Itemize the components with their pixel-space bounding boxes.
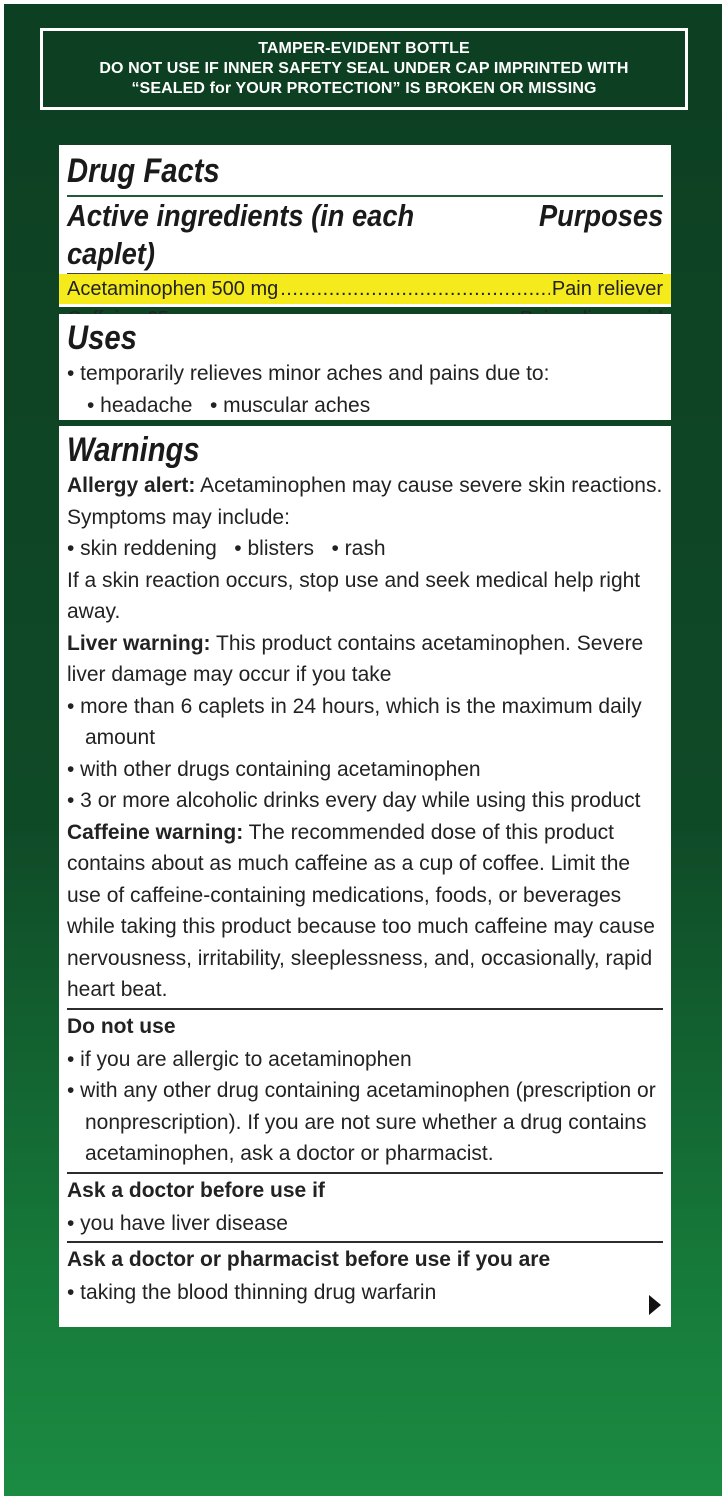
liver-item: • with other drugs containing acetaminophen [67,757,481,781]
uses-bullet: • temporarily relieves minor aches and pains due to: [67,362,550,385]
ingredient-row-acetaminophen [59,274,671,304]
liver-warning-label: Liver warning: [67,631,211,655]
tamper-line-3: “SEALED for YOUR PROTECTION” IS BROKEN OR MISSING [131,80,597,97]
purposes-heading: Purposes [538,198,663,233]
caffeine-warning [67,817,663,1006]
active-ingredients-header [67,197,663,273]
drug-facts-panel [59,145,671,307]
warnings-panel [59,426,671,1327]
caffeine-warning-text: The recommended dose of this product contains about as much caffeine as a cup of coffee. Limit the use of caffeine-containing medications, foods, or beverages while taking this product because too much caffeine may cause nervousness, irritability, sleeplessness, and, occasionally, rapid heart beat. [67,820,655,1001]
uses-panel [59,314,671,420]
ask-doctor-title: Ask a doctor before use if [67,1178,325,1202]
ingredient-purpose: Pain reliever [551,278,663,300]
active-ingredients-heading: Active ingredients (in each caplet) [67,198,415,271]
liver-item: • 3 or more alcoholic drinks every day while using this product [67,789,641,812]
allergy-alert-label: Allergy alert: [67,474,196,497]
ingredient-name: Acetaminophen 500 mg [67,278,279,300]
skin-reaction-note: If a skin reaction occurs, stop use and seek medical help right away. [67,568,641,623]
do-not-use-title: Do not use [67,1014,176,1038]
do-not-use-item: • if you are allergic to acetaminophen [67,1047,412,1071]
leader-dots [280,274,550,304]
drug-facts-title: Drug Facts [67,152,220,190]
do-not-use-item: • with any other drug containing acetaminophen (prescription or nonprescription). If you are not sure whether a drug contains acetaminophen, ask a doctor or pharmacist. [67,1079,656,1165]
liver-warning [67,628,663,691]
allergy-alert-text: Acetaminophen may cause severe skin reactions. Symptoms may include: [67,474,663,529]
play-arrow-icon [649,1295,661,1315]
uses-title: Uses [67,319,137,357]
uses-sub-items: • headache • muscular aches [87,393,371,417]
tamper-evident-notice [40,28,688,110]
caffeine-warning-label: Caffeine warning: [67,820,244,844]
ask-pharmacist-item: • taking the blood thinning drug warfarin [67,1281,437,1304]
ask-pharmacist-title: Ask a doctor or pharmacist before use if you are [67,1248,551,1271]
allergy-alert [67,470,663,533]
liver-warning-text: This product contains acetaminophen. Severe liver damage may occur if you take [67,631,644,686]
tamper-line-1: TAMPER-EVIDENT BOTTLE [258,40,470,57]
ask-doctor-item: • you have liver disease [67,1211,288,1235]
symptoms-list: • skin reddening • blisters • rash [67,537,386,560]
tamper-line-2: DO NOT USE IF INNER SAFETY SEAL UNDER CAP IMPRINTED WITH [99,60,629,77]
liver-item: • more than 6 caplets in 24 hours, which is the maximum daily amount [67,694,642,749]
warnings-title: Warnings [67,431,200,469]
